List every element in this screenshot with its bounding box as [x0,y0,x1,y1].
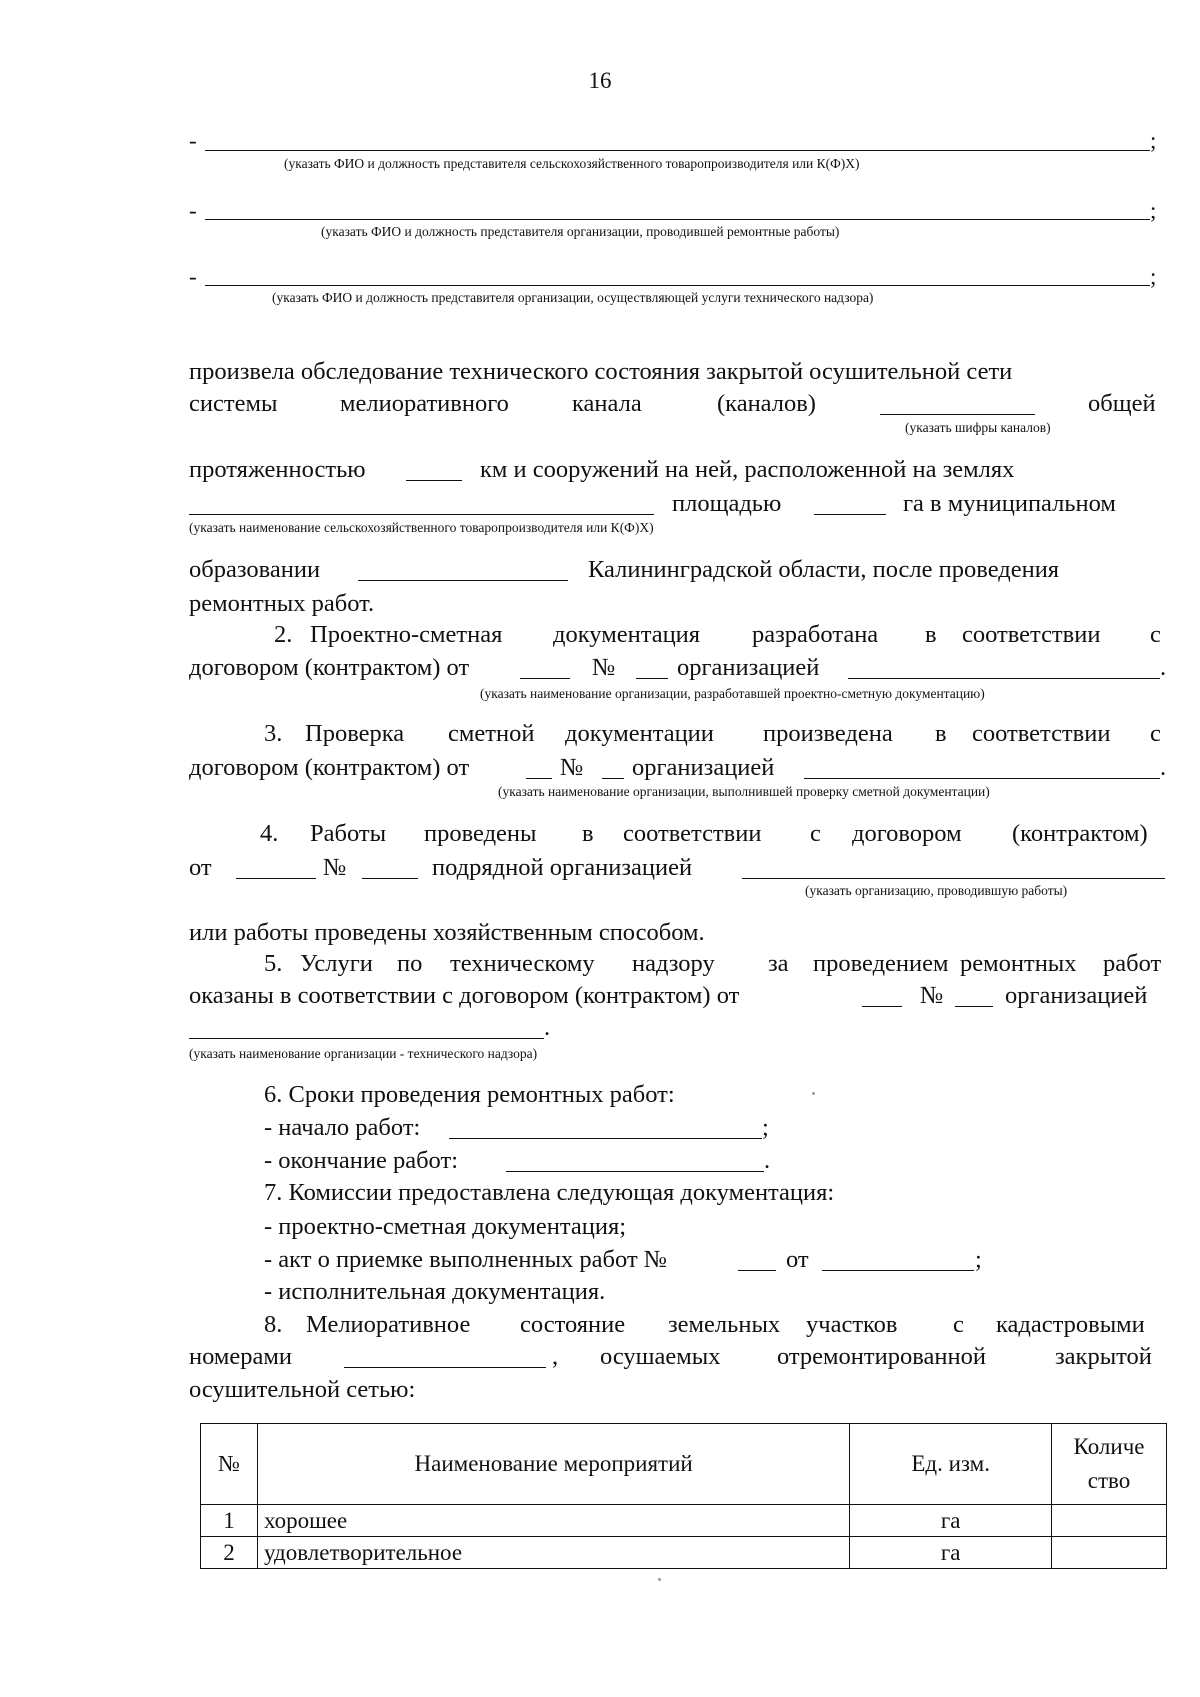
canal-ciphers-field[interactable] [880,414,1035,415]
item5-w2: по [397,950,423,977]
item4-w2: проведены [424,820,537,847]
item4-num: № [323,854,347,881]
item2-org-field[interactable] [848,678,1160,679]
item6-title: 6. Сроки проведения ремонтных работ: [264,1081,675,1108]
item3-number-field[interactable] [602,778,624,779]
item2-contract-label: договором (контрактом) от [189,654,470,681]
header-qty-line-1: Количе [1073,1434,1145,1459]
item4-w1: Работы [310,820,387,847]
length-km-field[interactable] [406,480,462,481]
item3-w3: документации [565,720,714,747]
item5-w7: ремонтных [960,950,1077,977]
item8-w3: земельных [668,1311,781,1338]
item5-caption: (указать наименование организации - технического надзора) [189,1046,538,1061]
item2-number-field[interactable] [636,678,668,679]
item8-w0: 8. [264,1311,283,1338]
item4-w5: с [810,820,821,847]
header-name: Наименование мероприятий [257,1424,849,1505]
item5-w8: работ [1103,950,1162,977]
survey-area-label: площадью [672,490,782,517]
survey-word-3: канала [572,390,642,417]
item5-w6: проведением [813,950,949,977]
survey-word-1: системы [189,390,278,417]
header-num: № [201,1424,258,1505]
item2-w4: в [925,621,937,648]
item4-caption: (указать организацию, проводившую работы) [805,883,1068,898]
item2-w1: Проектно-сметная [310,621,503,648]
item4-contractor-label: подрядной организацией [432,854,693,881]
item3-w0: 3. [264,720,283,747]
survey-line-4-b: га в муниципальном [903,490,1116,517]
item8-line-3: осушительной сетью: [189,1376,416,1403]
row-1-num: 1 [201,1505,258,1537]
item8-comma: , [552,1343,559,1370]
item3-org-label: организацией [632,754,775,781]
rep-1-end: ; [1150,128,1157,153]
item2-end: . [1160,654,1167,681]
rep-2-field[interactable] [205,219,1150,220]
survey-word-5: общей [1088,390,1156,417]
item7-title: 7. Комиссии предоставлена следующая документация: [264,1179,835,1206]
item5-w1: Услуги [300,950,373,977]
table-row [201,1537,1167,1569]
producer-caption: (указать наименование сельскохозяйственного товаропроизводителя или К(Ф)Х) [189,520,654,535]
item2-w2: документация [553,621,701,648]
item3-contract-label: договором (контрактом) от [189,754,470,781]
producer-name-field[interactable] [189,514,654,515]
ciphers-caption: (указать шифры каналов) [905,420,1051,435]
item5-w0: 5. [264,950,283,977]
survey-word-4: (каналов) [717,390,816,417]
item7-doc-1: - проектно-сметная документация; [264,1213,627,1240]
item5-org-field[interactable] [189,1038,544,1039]
item8-w2: состояние [520,1311,626,1338]
rep-2-caption: (указать ФИО и должность представителя организации, проводившей ремонтные работы) [321,224,840,239]
item4-w3: в [582,820,594,847]
row-2-name: удовлетворительное [257,1537,849,1569]
item7-doc-2-end: ; [975,1246,982,1273]
rep-1-dash: - [189,128,197,153]
rep-1-field[interactable] [205,150,1150,151]
item8-w1: Мелиоративное [306,1311,471,1338]
table-row [201,1505,1167,1537]
header-unit: Ед. изм. [850,1424,1052,1505]
survey-word-2: мелиоративного [340,390,509,417]
melioration-state-table [200,1423,1167,1569]
item4-w6: договором [852,820,962,847]
rep-2-end: ; [1150,198,1157,223]
item5-w3: техническому [450,950,595,977]
item8-w9: закрытой [1055,1343,1152,1370]
survey-line-5-b: Калининградской области, после проведения [588,556,1060,583]
item2-caption: (указать наименование организации, разработавшей проектно-сметную документацию) [480,686,985,701]
item4-from-label: от [189,854,212,881]
item8-w7: осушаемых [600,1343,721,1370]
item7-act-number-field[interactable] [738,1270,776,1271]
row-1-unit: га [850,1505,1052,1537]
item5-num: № [920,982,944,1009]
survey-line-3-b: км и сооружений на ней, расположенной на землях [480,456,1015,483]
page-number: 16 [588,68,612,93]
item8-w8: отремонтированной [777,1343,986,1370]
item7-doc-2-label: - акт о приемке выполненных работ № [264,1246,668,1273]
scan-dot [658,1578,661,1581]
item3-w1: Проверка [305,720,405,747]
rep-1-caption: (указать ФИО и должность представителя сельскохозяйственного товаропроизводителя или К(Ф)Х) [284,156,860,171]
rep-3-caption: (указать ФИО и должность представителя организации, осуществляющей услуги технического надзора) [272,290,874,305]
survey-line-3-a: протяженностью [189,456,366,483]
item5-date-field[interactable] [862,1006,902,1007]
item2-w6: с [1150,621,1161,648]
municipality-field[interactable] [358,580,568,581]
item4-contractor-field[interactable] [742,878,1165,879]
scan-dot [812,1092,815,1095]
item2-num: № [592,654,616,681]
item5-w4: надзору [632,950,715,977]
area-ha-field[interactable] [814,514,886,515]
item3-end: . [1160,754,1167,781]
row-2-unit: га [850,1537,1052,1569]
item5-end: . [544,1014,551,1041]
item2-w0: 2. [274,621,293,648]
item5-w5: за [768,950,789,977]
item6-start-field[interactable] [449,1138,762,1139]
item6-start-label: - начало работ: [264,1114,421,1141]
item8-w5: с [953,1311,964,1338]
item3-num: № [560,754,584,781]
item8-w6: кадастровыми [996,1311,1145,1338]
row-2-qty[interactable] [1052,1537,1167,1569]
rep-3-end: ; [1150,264,1157,289]
item3-w4: произведена [763,720,893,747]
header-qty [1052,1424,1167,1505]
item8-cadastral-field[interactable] [344,1367,546,1368]
item4-number-field[interactable] [362,878,418,879]
item3-caption: (указать наименование организации, выполнившей проверку сметной документации) [498,784,990,799]
rep-3-dash: - [189,264,197,289]
item3-w2: сметной [448,720,535,747]
item7-doc-2-from: от [786,1246,809,1273]
item8-numbers-label: номерами [189,1343,293,1370]
item4-date-field[interactable] [236,878,316,879]
item7-doc-3: - исполнительная документация. [264,1278,606,1305]
item5-contract-label: оказаны в соответствии с договором (контрактом) от [189,982,740,1009]
item8-w4: участков [806,1311,898,1338]
item4-w0: 4. [260,820,279,847]
item3-w5: в [935,720,947,747]
survey-line-6: ремонтных работ. [189,590,375,617]
item3-org-field[interactable] [804,778,1160,779]
item3-w6: соответствии [972,720,1111,747]
item5-org-label: организацией [1005,982,1148,1009]
item7-act-date-field[interactable] [822,1270,974,1271]
item3-w7: с [1150,720,1161,747]
item3-date-field[interactable] [526,778,552,779]
row-1-qty[interactable] [1052,1505,1167,1537]
rep-2-dash: - [189,198,197,223]
row-2-num: 2 [201,1537,258,1569]
survey-line-5-a: образовании [189,556,321,583]
item6-start-end: ; [762,1114,769,1141]
table-header-row [201,1424,1167,1505]
item6-finish-field[interactable] [506,1171,764,1172]
item6-finish-end: . [764,1147,771,1174]
item2-w5: соответствии [962,621,1101,648]
item4-w4: соответствии [623,820,762,847]
header-qty-line-2: ство [1087,1468,1131,1493]
rep-3-field[interactable] [205,285,1150,286]
item4-w7: (контрактом) [1012,820,1148,847]
item4-line-3: или работы проведены хозяйственным способом. [189,919,705,946]
item2-org-label: организацией [677,654,820,681]
item6-finish-label: - окончание работ: [264,1147,459,1174]
row-1-name: хорошее [257,1505,849,1537]
item5-number-field[interactable] [955,1006,993,1007]
item2-date-field[interactable] [520,678,570,679]
item2-w3: разработана [752,621,879,648]
survey-line-1: произвела обследование технического состояния закрытой осушительной сети [189,358,1013,385]
